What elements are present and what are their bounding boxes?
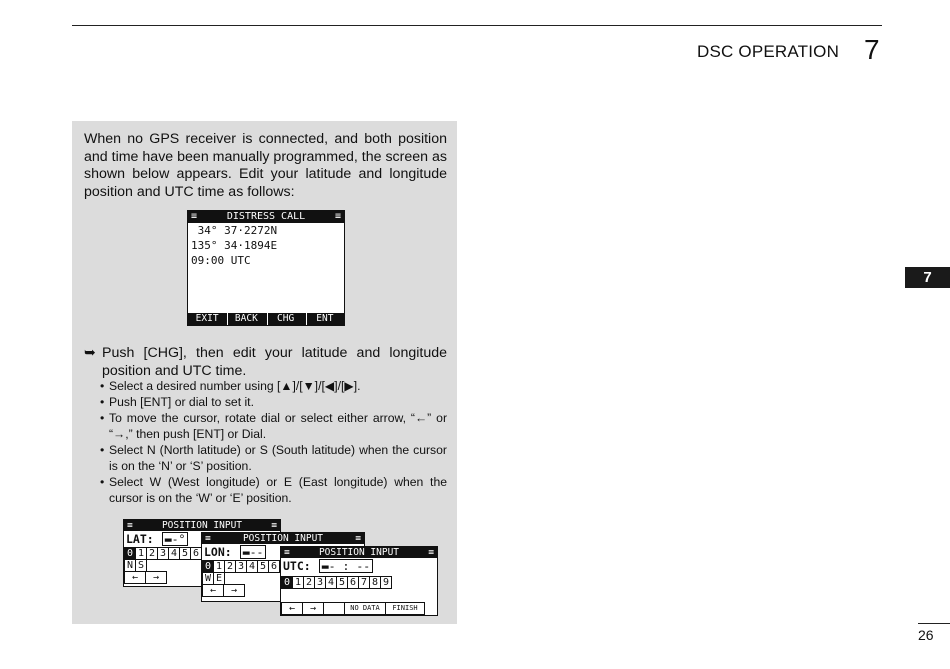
softkey-bar xyxy=(188,313,344,325)
top-rule xyxy=(72,25,882,26)
utc-input-screen xyxy=(280,546,438,616)
utc-line: 09:00 UTC xyxy=(191,254,251,267)
left-arrow-key[interactable]: ← xyxy=(202,584,224,597)
instruction-panel xyxy=(72,121,457,624)
digit-key[interactable]: 8 xyxy=(370,576,381,589)
digit-key[interactable]: 2 xyxy=(304,576,315,589)
digit-key[interactable]: 1 xyxy=(136,547,147,560)
softkey-back[interactable]: BACK xyxy=(227,313,264,325)
step-text: Push [CHG], then edit your latitude and longitude position and UTC time. xyxy=(102,345,447,379)
step-instruction xyxy=(84,345,447,380)
lon-value: ▬-- xyxy=(240,545,267,559)
lcd-title-bar xyxy=(188,211,344,223)
chapter-number: 7 xyxy=(864,34,880,65)
digit-key[interactable]: 9 xyxy=(381,576,392,589)
digit-key[interactable]: 6 xyxy=(348,576,359,589)
digit-key[interactable]: 4 xyxy=(326,576,337,589)
digit-key[interactable]: 2 xyxy=(147,547,158,560)
digit-key[interactable]: 1 xyxy=(293,576,304,589)
chapter-tab: 7 xyxy=(905,267,950,288)
bullet-item: • Push [ENT] or dial to set it. xyxy=(100,395,254,409)
digit-key[interactable]: 3 xyxy=(315,576,326,589)
bullet-item: • Select a desired number using [▲]/[▼]/[◀]/[▶]. xyxy=(100,379,361,393)
lcd-title: DISTRESS CALL xyxy=(226,211,306,222)
intro-paragraph: When no GPS receiver is connected, and both position and time have been manually programmed, the screen as shown below appears. Edit your latitude and longitude position and UTC time as follows: xyxy=(84,131,447,201)
bullet-item: • Select W (West longitude) or E (East longitude) when the cursor is on the ‘W’ or ‘E’ position. xyxy=(100,475,447,505)
softkey-exit[interactable]: EXIT xyxy=(189,313,225,325)
menu-icon: ≡ xyxy=(205,533,211,544)
page-number-rule xyxy=(918,623,950,624)
left-arrow-key[interactable]: ← xyxy=(124,571,146,584)
digit-key[interactable]: 0 xyxy=(202,560,214,573)
west-key[interactable]: W xyxy=(202,572,214,585)
step-arrow-icon: ➥ xyxy=(84,345,96,361)
digit-key[interactable]: 0 xyxy=(281,576,293,589)
digit-key[interactable]: 5 xyxy=(180,547,191,560)
section-title: DSC OPERATION xyxy=(697,42,840,61)
softkey-chg[interactable]: CHG xyxy=(267,313,304,325)
screen-title: POSITION INPUT xyxy=(242,533,324,544)
digit-row xyxy=(281,576,437,588)
right-arrow-key[interactable]: → xyxy=(224,584,245,597)
bullet-item: • Select N (North latitude) or S (South latitude) when the cursor is on the ‘N’ or ‘S’ position. xyxy=(100,443,447,473)
longitude-line: 135° 34·1894E xyxy=(191,239,278,252)
screen-title: POSITION INPUT xyxy=(318,547,400,558)
latitude-line: 34° 37·2272N xyxy=(191,224,278,237)
right-arrow-key[interactable]: → xyxy=(303,602,324,615)
bullet-item: • To move the cursor, rotate dial or select either arrow, “←” or “→,” then push [ENT] or Dial. xyxy=(100,411,447,441)
page-number: 26 xyxy=(918,627,934,643)
digit-key[interactable]: 7 xyxy=(359,576,370,589)
blank-key xyxy=(324,602,345,615)
lon-label: LON: xyxy=(204,545,232,559)
screen-title: POSITION INPUT xyxy=(161,520,243,531)
digit-key[interactable]: 5 xyxy=(258,560,269,573)
menu-icon: ≡ xyxy=(284,547,290,558)
digit-key[interactable]: 6 xyxy=(269,560,280,573)
finish-key[interactable]: FINISH xyxy=(386,602,425,615)
digit-key[interactable]: 4 xyxy=(247,560,258,573)
menu-icon: ≡ xyxy=(271,520,277,531)
digit-key[interactable]: 0 xyxy=(124,547,136,560)
distress-call-screen xyxy=(187,210,345,326)
digit-key[interactable]: 3 xyxy=(236,560,247,573)
utc-field[interactable] xyxy=(281,558,437,574)
menu-icon: ≡ xyxy=(127,520,133,531)
no-data-key[interactable]: NO DATA xyxy=(345,602,386,615)
digit-key[interactable]: 3 xyxy=(158,547,169,560)
lat-value: ▬-° xyxy=(162,532,189,546)
lat-label: LAT: xyxy=(126,532,154,546)
digit-key[interactable]: 2 xyxy=(225,560,236,573)
menu-icon: ≡ xyxy=(334,211,341,222)
digit-key[interactable]: 4 xyxy=(169,547,180,560)
menu-icon: ≡ xyxy=(428,547,434,558)
east-key[interactable]: E xyxy=(214,572,225,585)
north-key[interactable]: N xyxy=(124,559,136,572)
utc-label: UTC: xyxy=(283,559,311,573)
arrow-row xyxy=(281,602,437,614)
digit-key[interactable]: 6 xyxy=(191,547,202,560)
digit-key[interactable]: 1 xyxy=(214,560,225,573)
south-key[interactable]: S xyxy=(136,559,147,572)
utc-value: ▬- : -- xyxy=(319,559,373,573)
softkey-ent[interactable]: ENT xyxy=(306,313,343,325)
menu-icon: ≡ xyxy=(191,211,198,222)
left-arrow-key[interactable]: ← xyxy=(281,602,303,615)
bullet-list xyxy=(100,378,447,506)
digit-key[interactable]: 5 xyxy=(337,576,348,589)
menu-icon: ≡ xyxy=(355,533,361,544)
right-arrow-key[interactable]: → xyxy=(146,571,167,584)
